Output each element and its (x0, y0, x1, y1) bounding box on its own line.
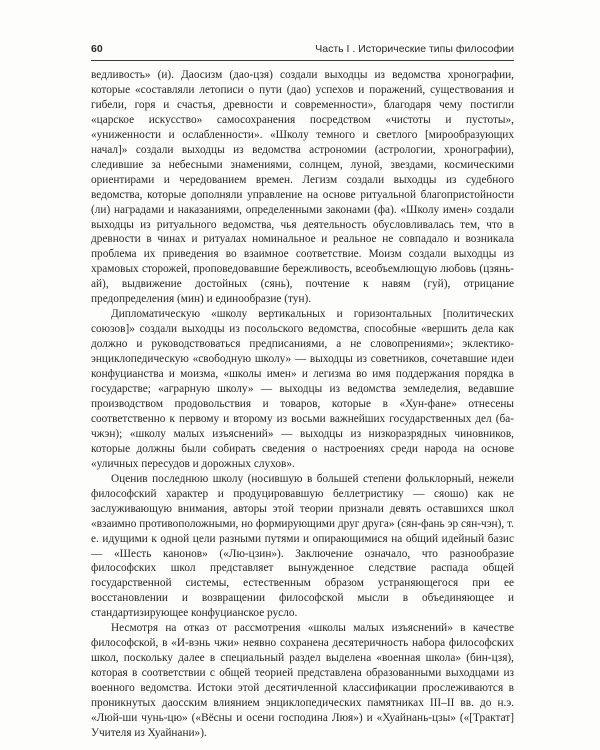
running-title: Часть I . Исторические типы философии (315, 43, 514, 55)
paragraph-1: ведливость» (и). Даосизм (дао-цзя) создали выходцы из ведомства хронографии, которые «составляли летописи о пути (дао) успехов и поражений, существования и гибели, горя и счастья, древности и современности», благодаря чему постигли «царское искусство» самосохранения посредством «чистоты и пустоты», «униженности и ослабленности». «Школу темного и светлого [мирообразующих начал]» создали выходцы из ведомства астрономии (астрологии, хронографии), следившие за небесными знамениями, солнцем, луной, звездами, космическими ориентирами и чередованием времен. Легизм создали выходцы из судебного ведомства, которые дополняли управление на основе ритуальной благопристойности (ли) наградами и наказаниями, определенными законами (фа). «Школу имен» создали выходцы из ритуального ведомства, чья деятельность обусловливалась тем, что в древности в чинах и ритуалах номинальное и реальное не совпадало и возникала проблема их приведения во взаимное соответствие. Моизм создали выходцы из храмовых сторожей, проповедовавшие бережливость, всеобъемлющую любовь (цзянь-ай), выдвижение достойных (сянь), почтение к навям (гуй), отрицание предопределения (мин) и единообразие (тун). (91, 69, 514, 306)
paragraph-3: Оценив последнюю школу (носившую в большей степени фольклорный, нежели философский характер и продуцировавшую беллетристику — сяошо) как не заслуживающую внимания, авторы этой теории признали девять оставшихся школ «взаимно противоположными, но формирующими друг друга» (сян-фань эр сян-чэн), т. е. идущими к одной цели разными путями и опирающимися на общий идейный базис — «Шесть канонов» («Лю-цзин»). Заключение означало, что разнообразие философских школ представляет вынужденное следствие распада общей государственной системы, естественным образом устраняющегося при ее восстановлении и возвращении философской мысли в объединяющее и стандартизирующее конфуцианское русло. (91, 472, 514, 620)
paragraph-2: Дипломатическую «школу вертикальных и горизонтальных [политических союзов]» создали выходцы из посольского ведомства, способные «вершить дела как должно и руководствоваться предписаниями, а не словопрениями»; эклектико-энциклопедическую «свободную школу» — выходцы из советников, сочетавшие идеи конфуцианства и моизма, «школы имен» и легизма во имя поддержания порядка в государстве; «аграрную школу» — выходцы из ведомства земледелия, ведавшие производством продовольствия и товаров, которые в «Хун-фане» отнесены соответственно к первому и второму из восьми важнейших государственных дел (ба-чжэн); «школу малых изъяснений» — выходцы из низкоразрядных чиновников, которые должны были собирать сведения о настроениях среди народа на основе «уличных пересудов и дорожных слухов». (91, 308, 514, 470)
page-number: 60 (91, 43, 103, 55)
paragraph-4: Несмотря на отказ от рассмотрения «школы малых изъяснений» в качестве философской, в «И-вэнь чжи» неявно сохранена десятеричность набора философских школ, поскольку далее в специальный раздел выделена «военная школа» (бин-цзя), которая в соответствии с общей теорией представлена образованными выходцами из военного ведомства. Истоки этой десятичленной классификации прослеживаются в проникнутых даосским влиянием энциклопедических памятниках III–II вв. до н.э. «Люй-ши чунь-цю» («Вёсны и осени господина Люя») и «Хуайнань-цзы» («[Трактат] Учителя из Хуайнани»). (91, 622, 514, 739)
body-text (91, 68, 514, 741)
running-header (91, 40, 514, 61)
